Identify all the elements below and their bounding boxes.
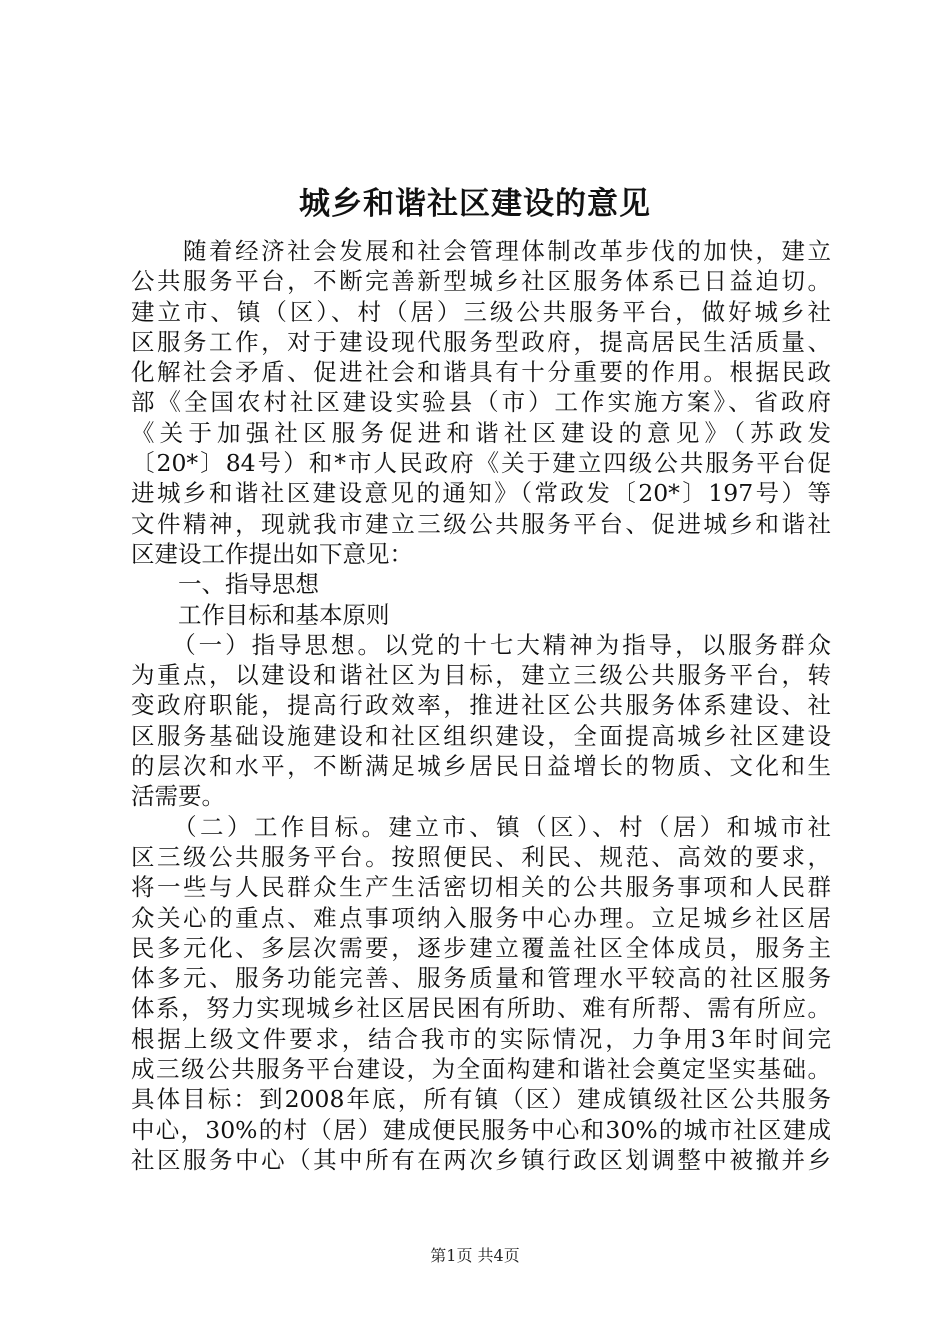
body-line: 中心，30%的村（居）建成便民服务中心和30%的城市社区建成 (131, 1115, 831, 1144)
body-line: 变政府职能，提高行政效率，推进社区公共服务体系建设、社 (131, 691, 831, 720)
body-line: 成三级公共服务平台建设，为全面构建和谐社会奠定坚实基础。 (131, 1055, 831, 1084)
document-body (131, 236, 831, 1175)
body-line: 社区服务中心（其中所有在两次乡镇行政区划调整中被撤并乡 (131, 1145, 831, 1174)
body-line: 体多元、服务功能完善、服务质量和管理水平较高的社区服务 (131, 964, 831, 993)
body-line: 化解社会矛盾、促进社会和谐具有十分重要的作用。根据民政 (131, 358, 831, 387)
body-line: 将一些与人民群众生产生活密切相关的公共服务事项和人民群 (131, 873, 831, 902)
body-line: 〔20*〕84号）和*市人民政府《关于建立四级公共服务平台促 (131, 449, 831, 478)
section-subheading: 工作目标和基本原则 (178, 600, 390, 629)
body-line: （一）指导思想。以党的十七大精神为指导，以服务群众 (131, 630, 831, 659)
body-line: 活需要。 (131, 782, 225, 811)
body-line: 随着经济社会发展和社会管理体制改革步伐的加快，建立 (131, 237, 831, 265)
body-line: 建立市、镇（区）、村（居）三级公共服务平台，做好城乡社 (131, 297, 831, 326)
body-line: 文件精神，现就我市建立三级公共服务平台、促进城乡和谐社 (131, 509, 831, 538)
body-line: 具体目标：到2008年底，所有镇（区）建成镇级社区公共服务 (131, 1085, 831, 1114)
body-line: 区服务基础设施建设和社区组织建设，全面提高城乡社区建设 (131, 721, 831, 750)
body-line: 进城乡和谐社区建设意见的通知》（常政发〔20*〕197号）等 (131, 479, 831, 508)
body-line: 区三级公共服务平台。按照便民、利民、规范、高效的要求， (131, 842, 831, 871)
body-line: 区服务工作，对于建设现代服务型政府，提高居民生活质量、 (131, 327, 831, 356)
section-heading: 一、指导思想 (178, 570, 319, 599)
body-line: 的层次和水平，不断满足城乡居民日益增长的物质、文化和生 (131, 752, 831, 781)
body-line: 民多元化、多层次需要，逐步建立覆盖社区全体成员，服务主 (131, 933, 831, 962)
body-line: 根据上级文件要求，结合我市的实际情况，力争用3年时间完 (131, 1024, 831, 1053)
body-line: 为重点，以建设和谐社区为目标，建立三级公共服务平台，转 (131, 661, 831, 690)
body-line: 《关于加强社区服务促进和谐社区建设的意见》（苏政发 (131, 418, 831, 447)
body-line: （二）工作目标。建立市、镇（区）、村（居）和城市社 (131, 812, 831, 841)
body-line: 部《全国农村社区建设实验县（市）工作实施方案》、省政府 (131, 388, 831, 417)
body-line: 体系，努力实现城乡社区居民困有所助、难有所帮、需有所应。 (131, 994, 831, 1023)
page-footer: 第1页 共4页 (430, 1246, 520, 1265)
body-line: 公共服务平台，不断完善新型城乡社区服务体系已日益迫切。 (131, 267, 831, 296)
body-line: 众关心的重点、难点事项纳入服务中心办理。立足城乡社区居 (131, 903, 831, 932)
body-line: 区建设工作提出如下意见： (131, 539, 413, 568)
document-title: 城乡和谐社区建设的意见 (299, 186, 651, 222)
